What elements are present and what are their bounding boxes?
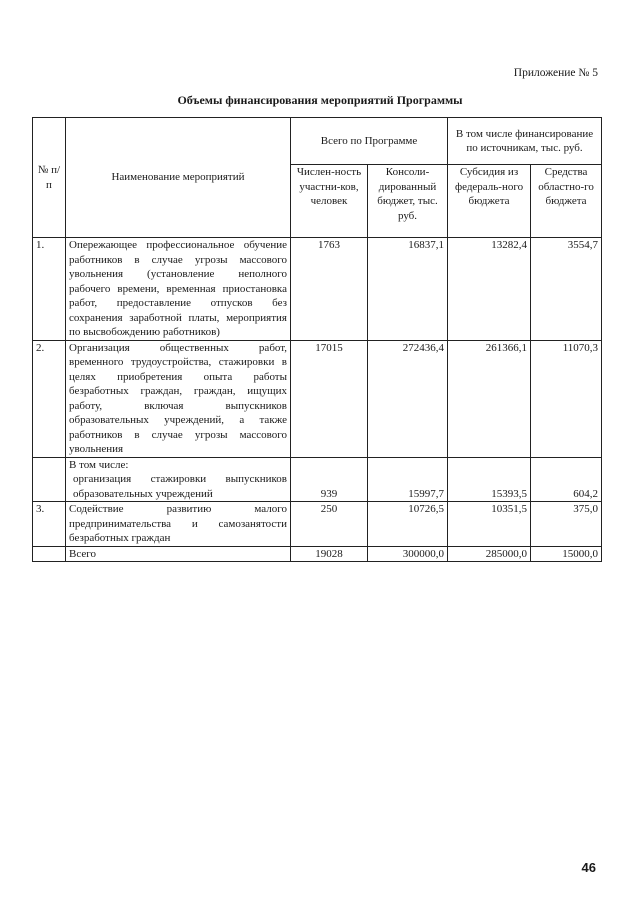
row-name: организация стажировки выпускников образовательных учреждений <box>73 473 287 500</box>
row-federal: 13282,4 <box>448 238 531 341</box>
total-federal: 285000,0 <box>448 546 531 562</box>
header-regional: Средства областно-го бюджета <box>531 165 602 238</box>
header-federal: Субсидия из федераль-ного бюджета <box>448 165 531 238</box>
total-consolidated: 300000,0 <box>368 546 448 562</box>
row-name: Опережающее профессиональное обучение работников в случае угрозы массового увольнения (установление неполного рабочего времени, временная приостановка работ, предоставление отпусков без сохранения заработной платы, мероприятия по высвобождению работников) <box>66 238 291 341</box>
header-num: № п/п <box>33 118 66 238</box>
row-regional: 11070,3 <box>531 340 602 457</box>
row-participants: 17015 <box>291 340 368 457</box>
row-participants: 1763 <box>291 238 368 341</box>
header-incl-group: В том числе финансирование по источникам, тыс. руб. <box>448 118 602 165</box>
header-consolidated: Консоли-дированный бюджет, тыс. руб. <box>368 165 448 238</box>
table-row <box>33 457 602 502</box>
row-participants: 939 <box>291 457 368 502</box>
appendix-label: Приложение № 5 <box>513 67 598 79</box>
row-num: 2. <box>33 340 66 457</box>
row-consolidated: 10726,5 <box>368 502 448 547</box>
total-row <box>33 546 602 562</box>
row-federal: 261366,1 <box>448 340 531 457</box>
table-row <box>33 238 602 341</box>
header-total-program: Всего по Программе <box>291 118 448 165</box>
table-row <box>33 502 602 547</box>
row-name-sub <box>66 457 291 502</box>
row-participants: 250 <box>291 502 368 547</box>
row-regional: 375,0 <box>531 502 602 547</box>
header-name: Наименование мероприятий <box>66 118 291 238</box>
total-participants: 19028 <box>291 546 368 562</box>
financing-table <box>32 117 602 562</box>
row-regional: 604,2 <box>531 457 602 502</box>
table-row <box>33 340 602 457</box>
total-label: Всего <box>66 546 291 562</box>
total-regional: 15000,0 <box>531 546 602 562</box>
row-name: Содействие развитию малого предпринимательства и самозанятости безработных граждан <box>66 502 291 547</box>
page-number: 46 <box>581 860 596 875</box>
row-federal: 10351,5 <box>448 502 531 547</box>
row-consolidated: 15997,7 <box>368 457 448 502</box>
row-subheading: В том числе: <box>69 458 129 471</box>
row-consolidated: 272436,4 <box>368 340 448 457</box>
header-participants: Числен-ность участни-ков, человек <box>291 165 368 238</box>
row-num: 3. <box>33 502 66 547</box>
row-name: Организация общественных работ, временного трудоустройства, стажировки в целях приобретения опыта работы безработных граждан, граждан, ищущих работу, включая выпускников образовательных учреждений, а также работников в случае угрозы массового увольнения <box>66 340 291 457</box>
row-federal: 15393,5 <box>448 457 531 502</box>
total-num <box>33 546 66 562</box>
page-title: Объемы финансирования мероприятий Программы <box>177 93 463 107</box>
row-num: 1. <box>33 238 66 341</box>
row-regional: 3554,7 <box>531 238 602 341</box>
row-consolidated: 16837,1 <box>368 238 448 341</box>
row-num <box>33 457 66 502</box>
